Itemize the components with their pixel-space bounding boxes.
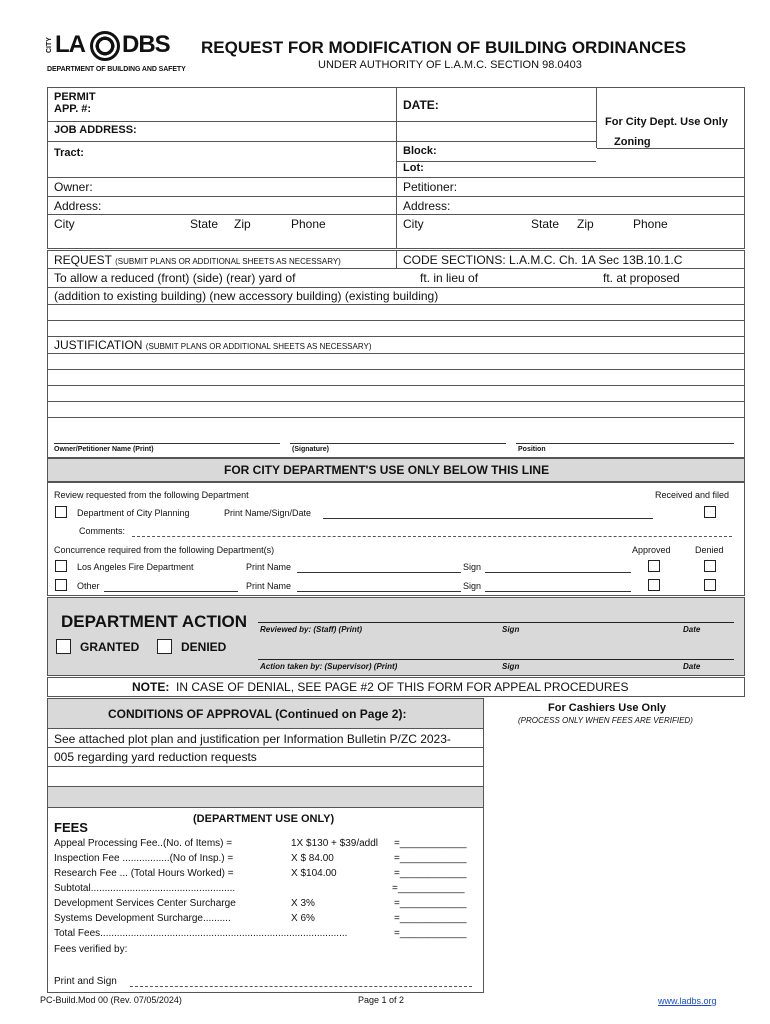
petitioner-state-label: State bbox=[531, 217, 560, 231]
fee-row-total: =____________ bbox=[394, 913, 467, 924]
fee-row-total: =____________ bbox=[394, 853, 467, 864]
other-print-name-label: Print Name bbox=[246, 581, 292, 591]
fee-row-total: =____________ bbox=[394, 838, 467, 849]
fee-row bbox=[54, 913, 479, 928]
logo-la-text: LA bbox=[55, 31, 85, 58]
request-title: REQUEST bbox=[54, 253, 112, 267]
cashiers-title: For Cashiers Use Only bbox=[548, 702, 666, 714]
city-dept-use-label: For City Dept. Use Only bbox=[605, 116, 728, 128]
form-title: REQUEST FOR MODIFICATION OF BUILDING ORDINANCES bbox=[201, 38, 687, 57]
city-use-banner-text: FOR CITY DEPARTMENT'S USE ONLY BELOW THIS LINE bbox=[224, 463, 550, 477]
logo-dbs-text: DBS bbox=[122, 31, 170, 58]
fee-row-total: =____________ bbox=[394, 898, 467, 909]
note-label: NOTE: bbox=[132, 680, 170, 694]
date-label: DATE: bbox=[403, 98, 439, 112]
fee-row-amount: X 6% bbox=[291, 913, 315, 924]
justification-label bbox=[54, 338, 371, 352]
owner-name-print-label: Owner/Petitioner Name (Print) bbox=[54, 446, 154, 453]
request-label bbox=[54, 253, 341, 267]
fee-row-label: Inspection Fee .................(No of Insp.) = bbox=[54, 853, 234, 864]
conditions-line-1: See attached plot plan and justification per Information Bulletin P/ZC 2023- bbox=[54, 732, 451, 746]
fee-row bbox=[54, 898, 479, 913]
job-address-label: JOB ADDRESS: bbox=[54, 124, 137, 136]
fee-row-label: Development Services Center Surcharge bbox=[54, 898, 236, 909]
granted-checkbox[interactable] bbox=[56, 639, 71, 654]
department-action-title: DEPARTMENT ACTION bbox=[61, 612, 248, 631]
granted-label: GRANTED bbox=[80, 640, 140, 654]
reviewed-by-label: Reviewed by: (Staff) (Print) bbox=[260, 625, 363, 634]
owner-address-label: Address: bbox=[54, 199, 102, 213]
owner-state-label: State bbox=[190, 217, 219, 231]
app-number-label: APP. #: bbox=[54, 103, 92, 115]
justification-note: (SUBMIT PLANS OR ADDITIONAL SHEETS AS NECESSARY) bbox=[145, 342, 372, 351]
department-use-only-label: (DEPARTMENT USE ONLY) bbox=[193, 813, 335, 825]
other-dept-label: Other bbox=[77, 581, 100, 591]
other-denied-checkbox[interactable] bbox=[704, 579, 716, 591]
tract-label: Tract: bbox=[54, 147, 84, 159]
owner-zip-label: Zip bbox=[234, 217, 251, 231]
permit-label: PERMIT bbox=[54, 91, 96, 103]
fee-row-label: Research Fee ... (Total Hours Worked) = bbox=[54, 868, 234, 879]
request-line-in-lieu: ft. in lieu of bbox=[420, 271, 479, 285]
code-sections-label: CODE SECTIONS: L.A.M.C. Ch. 1A Sec 13B.10.1.C bbox=[403, 253, 683, 267]
fire-denied-checkbox[interactable] bbox=[704, 560, 716, 572]
denied-column-label: Denied bbox=[695, 545, 724, 555]
action-sign-label: Sign bbox=[502, 662, 520, 671]
request-line-proposed: ft. at proposed bbox=[603, 271, 680, 285]
fire-dept-checkbox[interactable] bbox=[55, 560, 67, 572]
justification-title: JUSTIFICATION bbox=[54, 338, 143, 352]
action-date-label: Date bbox=[683, 662, 701, 671]
print-and-sign-label: Print and Sign bbox=[54, 976, 117, 987]
ladbs-logo bbox=[46, 33, 186, 81]
other-sign-label: Sign bbox=[463, 581, 482, 591]
logo-city-text: CITY bbox=[46, 37, 53, 53]
approved-label: Approved bbox=[632, 545, 671, 555]
owner-label: Owner: bbox=[54, 180, 93, 194]
petitioner-phone-label: Phone bbox=[633, 217, 668, 231]
logo-dept-text: DEPARTMENT OF BUILDING AND SAFETY bbox=[47, 66, 186, 73]
request-note: (SUBMIT PLANS OR ADDITIONAL SHEETS AS NECESSARY) bbox=[115, 257, 341, 266]
petitioner-address-label: Address: bbox=[403, 199, 451, 213]
fire-dept-label: Los Angeles Fire Department bbox=[77, 562, 194, 572]
block-label: Block: bbox=[403, 145, 437, 157]
fee-row-amount: X $ 84.00 bbox=[291, 853, 334, 864]
fee-row-total: =____________ bbox=[392, 883, 465, 894]
petitioner-zip-label: Zip bbox=[577, 217, 594, 231]
fee-row-amount: X 3% bbox=[291, 898, 315, 909]
signature-label: (Signature) bbox=[292, 446, 329, 453]
concurrence-label: Concurrence required from the following Department(s) bbox=[54, 545, 275, 555]
fee-row-total: =____________ bbox=[394, 868, 467, 879]
city-planning-checkbox[interactable] bbox=[55, 506, 67, 518]
fee-row-label: Appeal Processing Fee..(No. of Items) = bbox=[54, 838, 233, 849]
fees-verified-label: Fees verified by: bbox=[54, 944, 128, 955]
ladbs-website-link[interactable]: www.ladbs.org bbox=[658, 996, 717, 1006]
denied-checkbox[interactable] bbox=[157, 639, 172, 654]
position-label: Position bbox=[518, 446, 546, 453]
action-taken-by-label: Action taken by: (Supervisor) (Print) bbox=[260, 662, 398, 671]
reviewed-sign-label: Sign bbox=[502, 625, 520, 634]
petitioner-label: Petitioner: bbox=[403, 180, 458, 194]
fee-row-total: =____________ bbox=[394, 928, 467, 939]
received-filed-label: Received and filed bbox=[655, 490, 730, 500]
request-line-yard: To allow a reduced (front) (side) (rear) yard of bbox=[54, 271, 296, 285]
owner-city-label: City bbox=[54, 217, 75, 231]
denial-note bbox=[132, 680, 629, 694]
fire-print-name-label: Print Name bbox=[246, 562, 292, 572]
fees-title: FEES bbox=[54, 820, 88, 835]
denied-label: DENIED bbox=[181, 640, 227, 654]
fee-row-amount: X $104.00 bbox=[291, 868, 337, 879]
lot-label: Lot: bbox=[403, 162, 424, 174]
zoning-label: Zoning bbox=[614, 136, 651, 148]
fire-approved-checkbox[interactable] bbox=[648, 560, 660, 572]
city-planning-label: Department of City Planning bbox=[77, 508, 190, 518]
fire-sign-label: Sign bbox=[463, 562, 482, 572]
other-approved-checkbox[interactable] bbox=[648, 579, 660, 591]
reviewed-date-label: Date bbox=[683, 625, 701, 634]
other-dept-checkbox[interactable] bbox=[55, 579, 67, 591]
comments-label: Comments: bbox=[79, 526, 126, 536]
cashiers-note: (PROCESS ONLY WHEN FEES ARE VERIFIED) bbox=[518, 716, 693, 725]
fee-row bbox=[54, 838, 479, 853]
fee-row bbox=[54, 883, 479, 898]
request-line-building-type: (addition to existing building) (new accessory building) (existing building) bbox=[54, 289, 439, 303]
fee-row-amount: 1X $130 + $39/addl bbox=[291, 838, 379, 849]
review-requested-label: Review requested from the following Department bbox=[54, 490, 249, 500]
owner-phone-label: Phone bbox=[291, 217, 326, 231]
fee-row bbox=[54, 853, 479, 868]
page-number: Page 1 of 2 bbox=[358, 995, 405, 1005]
fee-row bbox=[54, 868, 479, 883]
fee-row-label: Systems Development Surcharge.......... bbox=[54, 913, 231, 924]
conditions-title: CONDITIONS OF APPROVAL (Continued on Page 2): bbox=[108, 707, 407, 721]
note-text: IN CASE OF DENIAL, SEE PAGE #2 OF THIS FORM FOR APPEAL PROCEDURES bbox=[176, 680, 629, 694]
fee-row-label: Subtotal.................................................... bbox=[54, 883, 236, 894]
planning-print-name-sign-date-label: Print Name/Sign/Date bbox=[224, 508, 312, 518]
received-filed-checkbox[interactable] bbox=[704, 506, 716, 518]
petitioner-city-label: City bbox=[403, 217, 424, 231]
city-seal-icon bbox=[90, 31, 120, 61]
fee-row-label: Total Fees......................................................................................... bbox=[54, 928, 348, 939]
conditions-line-2: 005 regarding yard reduction requests bbox=[54, 750, 257, 764]
form-revision: PC-Build.Mod 00 (Rev. 07/05/2024) bbox=[40, 995, 182, 1005]
form-subtitle: UNDER AUTHORITY OF L.A.M.C. SECTION 98.0403 bbox=[318, 59, 582, 71]
fee-row bbox=[54, 928, 479, 943]
